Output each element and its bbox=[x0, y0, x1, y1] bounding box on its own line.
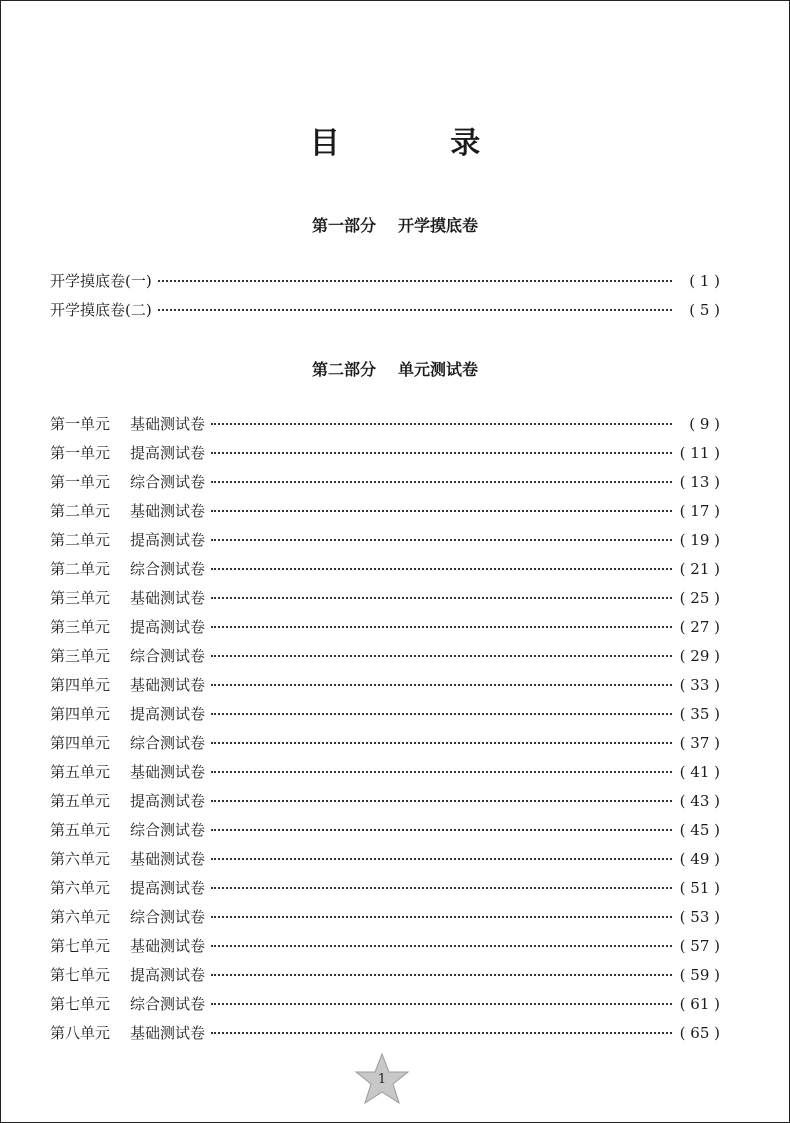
toc-test-name: 基础测试卷 bbox=[130, 937, 206, 955]
dot-leader bbox=[211, 771, 672, 773]
toc-page-number: ( 45 ) bbox=[679, 821, 720, 839]
toc-entry-label bbox=[50, 671, 205, 700]
dot-leader bbox=[158, 280, 672, 282]
toc-page-number: ( 65 ) bbox=[679, 1024, 720, 1042]
toc-test-name: 基础测试卷 bbox=[130, 1024, 206, 1042]
dot-leader bbox=[158, 309, 672, 311]
toc-test-name: 提高测试卷 bbox=[130, 531, 206, 549]
toc-test-name: 综合测试卷 bbox=[130, 995, 206, 1013]
dot-leader bbox=[211, 1032, 672, 1034]
dot-leader bbox=[211, 887, 672, 889]
toc-test-name: 提高测试卷 bbox=[130, 879, 206, 897]
toc-entry-label bbox=[50, 729, 205, 758]
toc-test-name: 综合测试卷 bbox=[130, 473, 206, 491]
toc-row[interactable] bbox=[50, 903, 720, 932]
dot-leader bbox=[211, 655, 672, 657]
toc-entry-label bbox=[50, 990, 205, 1019]
toc-page-number: ( 37 ) bbox=[679, 734, 720, 752]
dot-leader bbox=[211, 510, 672, 512]
page-title: 目 录 bbox=[309, 126, 531, 161]
part1-heading bbox=[0, 213, 790, 236]
toc-entry-label bbox=[50, 410, 205, 439]
toc-unit-name: 第二单元 bbox=[50, 502, 111, 520]
toc-row[interactable] bbox=[50, 613, 720, 642]
toc-entry-label bbox=[50, 468, 205, 497]
toc-unit-name: 第四单元 bbox=[50, 705, 111, 723]
toc-row[interactable] bbox=[50, 439, 720, 468]
toc-row[interactable] bbox=[50, 296, 720, 325]
toc-unit-name: 第六单元 bbox=[50, 850, 111, 868]
toc-page-number: ( 9 ) bbox=[689, 415, 720, 433]
dot-leader bbox=[211, 945, 672, 947]
toc-unit-name: 第四单元 bbox=[50, 734, 111, 752]
dot-leader bbox=[211, 1003, 672, 1005]
toc-page-number: ( 33 ) bbox=[679, 676, 720, 694]
toc-entry-label bbox=[50, 816, 205, 845]
part1-toc-list bbox=[50, 267, 720, 325]
toc-row[interactable] bbox=[50, 410, 720, 439]
toc-entry-label bbox=[50, 758, 205, 787]
part2-heading bbox=[0, 357, 790, 380]
toc-page-number: ( 59 ) bbox=[679, 966, 720, 984]
toc-test-name: 综合测试卷 bbox=[130, 560, 206, 578]
dot-leader bbox=[211, 597, 672, 599]
dot-leader bbox=[211, 742, 672, 744]
toc-entry-label: 开学摸底卷(一) bbox=[50, 272, 152, 290]
dot-leader bbox=[211, 829, 672, 831]
toc-entry-label bbox=[50, 932, 205, 961]
toc-row[interactable] bbox=[50, 526, 720, 555]
toc-test-name: 提高测试卷 bbox=[130, 966, 206, 984]
toc-page-number: ( 1 ) bbox=[689, 272, 720, 290]
toc-unit-name: 第六单元 bbox=[50, 908, 111, 926]
toc-test-name: 提高测试卷 bbox=[130, 792, 206, 810]
toc-row[interactable] bbox=[50, 990, 720, 1019]
toc-test-name: 综合测试卷 bbox=[130, 647, 206, 665]
dot-leader bbox=[211, 568, 672, 570]
toc-entry-label bbox=[50, 584, 205, 613]
dot-leader bbox=[211, 423, 672, 425]
toc-entry-label bbox=[50, 787, 205, 816]
toc-test-name: 基础测试卷 bbox=[130, 676, 206, 694]
toc-page-number: ( 43 ) bbox=[679, 792, 720, 810]
toc-test-name: 提高测试卷 bbox=[130, 444, 206, 462]
dot-leader bbox=[211, 974, 672, 976]
toc-row[interactable] bbox=[50, 729, 720, 758]
toc-unit-name: 第八单元 bbox=[50, 1024, 111, 1042]
part2-toc-list bbox=[50, 410, 720, 1048]
part1-heading-name: 开学摸底卷 bbox=[398, 216, 479, 235]
toc-entry-label bbox=[50, 961, 205, 990]
toc-test-name: 基础测试卷 bbox=[130, 763, 206, 781]
dot-leader bbox=[211, 858, 672, 860]
dot-leader bbox=[211, 481, 672, 483]
toc-row[interactable] bbox=[50, 497, 720, 526]
toc-page-number: ( 49 ) bbox=[679, 850, 720, 868]
toc-row[interactable] bbox=[50, 700, 720, 729]
toc-entry-label bbox=[50, 874, 205, 903]
page-number: 1 bbox=[377, 1072, 387, 1087]
toc-row[interactable] bbox=[50, 816, 720, 845]
toc-test-name: 基础测试卷 bbox=[130, 589, 206, 607]
toc-unit-name: 第七单元 bbox=[50, 995, 111, 1013]
toc-entry-label bbox=[50, 1019, 205, 1048]
part2-heading-name: 单元测试卷 bbox=[398, 360, 479, 379]
dot-leader bbox=[211, 800, 672, 802]
toc-row[interactable] bbox=[50, 932, 720, 961]
dot-leader bbox=[211, 626, 672, 628]
dot-leader bbox=[211, 713, 672, 715]
toc-entry-label bbox=[50, 845, 205, 874]
toc-entry-label bbox=[50, 555, 205, 584]
toc-page-number: ( 27 ) bbox=[679, 618, 720, 636]
toc-unit-name: 第五单元 bbox=[50, 763, 111, 781]
toc-row[interactable] bbox=[50, 267, 720, 296]
toc-unit-name: 第二单元 bbox=[50, 531, 111, 549]
toc-entry-label bbox=[50, 700, 205, 729]
toc-unit-name: 第二单元 bbox=[50, 560, 111, 578]
toc-row[interactable] bbox=[50, 787, 720, 816]
toc-unit-name: 第五单元 bbox=[50, 821, 111, 839]
toc-unit-name: 第一单元 bbox=[50, 444, 111, 462]
toc-entry-label bbox=[50, 526, 205, 555]
toc-page-number: ( 35 ) bbox=[679, 705, 720, 723]
toc-unit-name: 第一单元 bbox=[50, 473, 111, 491]
toc-row[interactable] bbox=[50, 874, 720, 903]
toc-unit-name: 第四单元 bbox=[50, 676, 111, 694]
toc-page-number: ( 51 ) bbox=[679, 879, 720, 897]
toc-entry-label bbox=[50, 642, 205, 671]
part1-heading-number: 第一部分 bbox=[311, 216, 376, 235]
toc-page-number: ( 17 ) bbox=[679, 502, 720, 520]
toc-page-number: ( 19 ) bbox=[679, 531, 720, 549]
toc-entry-label bbox=[50, 903, 205, 932]
dot-leader bbox=[211, 684, 672, 686]
dot-leader bbox=[211, 916, 672, 918]
toc-page-number: ( 21 ) bbox=[679, 560, 720, 578]
toc-page-number: ( 25 ) bbox=[679, 589, 720, 607]
toc-unit-name: 第一单元 bbox=[50, 415, 111, 433]
toc-test-name: 提高测试卷 bbox=[130, 618, 206, 636]
part2-heading-number: 第二部分 bbox=[311, 360, 376, 379]
toc-test-name: 基础测试卷 bbox=[130, 415, 206, 433]
toc-entry-label bbox=[50, 439, 205, 468]
toc-row[interactable] bbox=[50, 671, 720, 700]
toc-page-number: ( 5 ) bbox=[689, 301, 720, 319]
toc-row[interactable] bbox=[50, 961, 720, 990]
toc-test-name: 提高测试卷 bbox=[130, 705, 206, 723]
toc-unit-name: 第七单元 bbox=[50, 937, 111, 955]
toc-row[interactable] bbox=[50, 758, 720, 787]
toc-page-number: ( 11 ) bbox=[679, 444, 720, 462]
toc-row[interactable] bbox=[50, 584, 720, 613]
toc-entry-label bbox=[50, 613, 205, 642]
toc-unit-name: 第五单元 bbox=[50, 792, 111, 810]
toc-test-name: 综合测试卷 bbox=[130, 821, 206, 839]
toc-row[interactable] bbox=[50, 468, 720, 497]
toc-page-number: ( 61 ) bbox=[679, 995, 720, 1013]
dot-leader bbox=[211, 539, 672, 541]
toc-page-number: ( 13 ) bbox=[679, 473, 720, 491]
toc-entry-label: 开学摸底卷(二) bbox=[50, 301, 152, 319]
toc-page-number: ( 57 ) bbox=[679, 937, 720, 955]
toc-entry-label bbox=[50, 497, 205, 526]
toc-unit-name: 第七单元 bbox=[50, 966, 111, 984]
toc-unit-name: 第三单元 bbox=[50, 647, 111, 665]
toc-row[interactable] bbox=[50, 845, 720, 874]
toc-test-name: 基础测试卷 bbox=[130, 502, 206, 520]
toc-unit-name: 第六单元 bbox=[50, 879, 111, 897]
toc-page-number: ( 53 ) bbox=[679, 908, 720, 926]
toc-row[interactable] bbox=[50, 642, 720, 671]
toc-page-number: ( 41 ) bbox=[679, 763, 720, 781]
toc-unit-name: 第三单元 bbox=[50, 618, 111, 636]
toc-row[interactable] bbox=[50, 555, 720, 584]
toc-row[interactable] bbox=[50, 1019, 720, 1048]
toc-test-name: 综合测试卷 bbox=[130, 908, 206, 926]
toc-test-name: 综合测试卷 bbox=[130, 734, 206, 752]
dot-leader bbox=[211, 452, 672, 454]
toc-page-number: ( 29 ) bbox=[679, 647, 720, 665]
toc-test-name: 基础测试卷 bbox=[130, 850, 206, 868]
toc-unit-name: 第三单元 bbox=[50, 589, 111, 607]
